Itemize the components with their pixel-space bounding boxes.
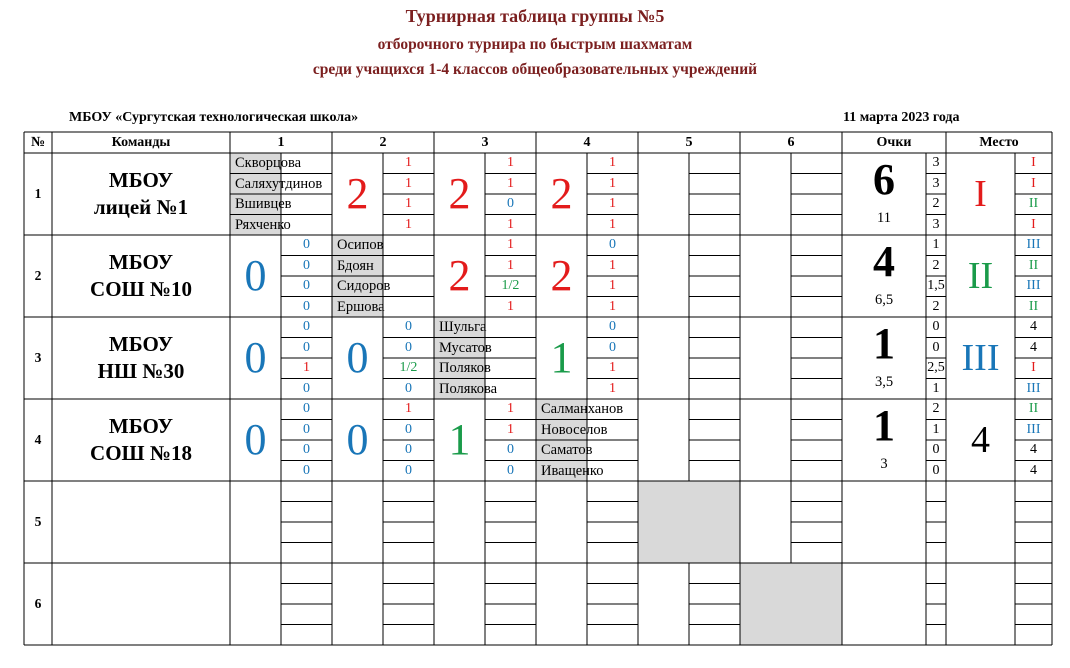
match-total: 0 <box>244 251 267 300</box>
board-result <box>587 604 638 625</box>
player-name: Бдоян <box>337 257 374 274</box>
board-result: 1/2 <box>399 360 418 376</box>
player-name: Саматов <box>541 442 593 458</box>
board-result: 0 <box>405 421 412 437</box>
board-result: 1/2 <box>501 278 520 294</box>
board-result <box>689 584 740 605</box>
board-result <box>383 625 434 646</box>
board-points: 1 <box>932 380 940 396</box>
board-result: 0 <box>303 442 310 458</box>
board-points <box>926 584 946 605</box>
board-result <box>485 604 536 625</box>
board-result <box>791 235 842 256</box>
board-result: 0 <box>303 237 310 253</box>
team-name-line1: МБОУ <box>108 250 174 275</box>
team-place <box>946 563 1015 645</box>
board-points <box>926 481 946 502</box>
board-result <box>689 215 740 236</box>
board-points <box>926 563 946 584</box>
player-name: Полякова <box>439 380 498 397</box>
board-result: 1 <box>507 421 514 437</box>
match-total: 0 <box>346 333 369 382</box>
team-name <box>52 235 230 317</box>
board-result <box>383 502 434 523</box>
board-result: 0 <box>609 319 616 335</box>
board-result <box>587 502 638 523</box>
board-points: 2 <box>932 196 940 212</box>
board-result <box>485 625 536 646</box>
board-points <box>926 625 946 646</box>
match-total <box>638 563 689 645</box>
match-total: 0 <box>244 415 267 464</box>
page-subtitle-2: среди учащихся 1-4 классов общеобразовательных учреждений <box>312 61 758 78</box>
board-place <box>1015 502 1052 523</box>
header-col-2: 2 <box>379 134 387 150</box>
page-title: Турнирная таблица группы №5 <box>405 6 665 26</box>
board-result <box>791 461 842 482</box>
board-points: 3 <box>932 216 940 232</box>
board-place: II <box>1028 196 1039 212</box>
board-result <box>791 153 842 174</box>
board-result <box>587 543 638 564</box>
board-result <box>689 256 740 277</box>
match-total: 0 <box>244 333 267 382</box>
board-result <box>485 543 536 564</box>
player-name: Иващенко <box>541 462 604 479</box>
header-num: № <box>30 134 46 150</box>
board-result <box>791 379 842 400</box>
board-place: II <box>1028 298 1039 314</box>
player-name: Вшивцев <box>235 196 292 212</box>
board-points: 0 <box>932 339 940 355</box>
board-place: 4 <box>1030 442 1037 458</box>
board-points: 3 <box>932 155 940 171</box>
team-name-line2: СОШ №10 <box>90 277 192 301</box>
player-name: Ряхченко <box>235 216 291 233</box>
board-result: 0 <box>405 339 412 355</box>
match-total <box>536 563 587 645</box>
match-total <box>740 235 791 317</box>
board-result: 1 <box>609 278 616 294</box>
board-result <box>383 522 434 543</box>
board-points <box>926 543 946 564</box>
board-result <box>689 194 740 215</box>
board-result <box>791 256 842 277</box>
team-name-line1: МБОУ <box>108 332 174 357</box>
board-result: 1 <box>507 155 514 171</box>
player-name: Шульга <box>439 319 487 335</box>
board-result: 0 <box>405 442 412 458</box>
board-place <box>1015 481 1052 502</box>
match-total <box>638 153 689 235</box>
board-points: 1,5 <box>927 278 945 294</box>
match-total: 2 <box>346 169 369 218</box>
board-result: 1 <box>609 216 616 232</box>
board-points: 0 <box>932 442 940 458</box>
team-name-line2: СОШ №18 <box>90 441 192 465</box>
tiebreak-score: 11 <box>877 209 891 226</box>
match-total <box>638 317 689 399</box>
board-result <box>689 399 740 420</box>
board-result <box>791 522 842 543</box>
board-result: 0 <box>405 380 412 396</box>
board-result <box>689 174 740 195</box>
team-name <box>52 317 230 399</box>
match-total: 0 <box>346 415 369 464</box>
tiebreak-score <box>842 533 926 559</box>
match-total <box>638 399 689 481</box>
board-result <box>791 338 842 359</box>
match-total <box>230 481 281 563</box>
board-result: 1 <box>609 257 616 273</box>
match-total <box>740 481 791 563</box>
board-result <box>689 461 740 482</box>
board-points: 2,5 <box>927 360 945 376</box>
board-result <box>281 604 332 625</box>
match-total: 2 <box>550 169 573 218</box>
team-points <box>842 565 926 615</box>
match-total <box>536 481 587 563</box>
board-result <box>485 584 536 605</box>
board-result <box>791 358 842 379</box>
board-result: 1 <box>507 298 514 314</box>
row-number: 1 <box>34 186 42 202</box>
board-result <box>281 584 332 605</box>
board-result <box>281 481 332 502</box>
board-result: 0 <box>303 278 310 294</box>
board-place: II <box>1028 401 1039 417</box>
board-result <box>587 481 638 502</box>
board-place: I <box>1031 216 1036 232</box>
player-name: Салманханов <box>541 401 624 417</box>
player-name: Новоселов <box>541 421 608 438</box>
board-points <box>926 502 946 523</box>
header-col-6: 6 <box>787 134 795 150</box>
row-number: 2 <box>34 268 42 284</box>
board-result <box>689 625 740 646</box>
team-name <box>52 153 230 235</box>
match-total <box>332 481 383 563</box>
header-teams: Команды <box>111 134 171 150</box>
board-result <box>383 481 434 502</box>
board-result: 0 <box>303 298 310 314</box>
board-place: 4 <box>1030 462 1037 478</box>
board-place: III <box>1026 380 1041 396</box>
header-col-4: 4 <box>583 134 591 150</box>
team-name-line1: МБОУ <box>108 414 174 439</box>
board-result <box>689 440 740 461</box>
board-result <box>791 481 842 502</box>
player-name: Саляхутдинов <box>235 175 323 192</box>
board-result: 0 <box>609 339 616 355</box>
board-result <box>281 502 332 523</box>
board-result <box>689 379 740 400</box>
board-result <box>689 153 740 174</box>
player-name: Мусатов <box>439 339 492 356</box>
board-result: 0 <box>303 339 310 355</box>
header-place: Место <box>979 134 1019 150</box>
team-place: II <box>967 255 994 297</box>
board-result: 0 <box>507 462 514 478</box>
board-place: I <box>1031 155 1036 171</box>
board-result <box>689 235 740 256</box>
team-name <box>52 399 230 481</box>
board-result: 0 <box>507 196 514 212</box>
team-points: 1 <box>873 401 895 450</box>
board-result <box>383 604 434 625</box>
board-result <box>485 481 536 502</box>
diagonal-fill-5 <box>638 481 740 563</box>
team-points <box>842 483 926 533</box>
board-result: 0 <box>303 319 310 335</box>
match-total <box>740 317 791 399</box>
board-result: 1 <box>507 401 514 417</box>
board-result <box>587 522 638 543</box>
board-result: 1 <box>507 175 514 191</box>
team-points: 1 <box>873 319 895 368</box>
page-subtitle-1: отборочного турнира по быстрым шахматам <box>377 36 693 53</box>
board-result <box>791 543 842 564</box>
team-place <box>946 481 1015 563</box>
player-name: Сидоров <box>337 278 391 294</box>
row-number: 4 <box>34 432 42 448</box>
team-points: 6 <box>873 155 895 204</box>
board-points: 1 <box>932 237 940 253</box>
tiebreak-score: 3 <box>880 455 888 472</box>
board-place <box>1015 625 1052 646</box>
board-result: 1 <box>405 155 412 171</box>
match-total <box>434 481 485 563</box>
board-result <box>689 338 740 359</box>
team-name-line2: лицей №1 <box>93 195 189 219</box>
team-place: I <box>974 173 987 215</box>
board-points: 0 <box>932 462 940 478</box>
board-result <box>587 625 638 646</box>
board-result: 1 <box>609 360 616 376</box>
match-total <box>230 563 281 645</box>
header-col-5: 5 <box>685 134 693 150</box>
board-result <box>791 399 842 420</box>
row-number: 5 <box>34 514 42 530</box>
player-name: Скворцова <box>235 155 302 171</box>
board-points: 2 <box>932 401 940 417</box>
board-result: 0 <box>303 380 310 396</box>
match-total <box>332 563 383 645</box>
board-result <box>689 297 740 318</box>
board-place: I <box>1031 360 1036 376</box>
header-points: Очки <box>876 134 912 150</box>
board-points: 0 <box>932 319 940 335</box>
board-result <box>587 584 638 605</box>
tiebreak-score <box>842 615 926 641</box>
board-result: 1 <box>507 257 514 273</box>
board-points <box>926 522 946 543</box>
board-result: 1 <box>609 380 616 396</box>
board-result <box>791 194 842 215</box>
board-result <box>281 563 332 584</box>
row-number: 3 <box>34 350 42 366</box>
board-place: III <box>1026 237 1041 253</box>
board-result: 1 <box>609 155 616 171</box>
board-result: 1 <box>405 196 412 212</box>
match-total: 2 <box>448 169 471 218</box>
board-result: 0 <box>303 462 310 478</box>
board-result <box>383 563 434 584</box>
team-place: III <box>961 337 1000 379</box>
board-result: 1 <box>405 401 412 417</box>
board-result: 1 <box>609 196 616 212</box>
board-result: 1 <box>303 360 310 376</box>
board-result: 0 <box>303 401 310 417</box>
board-place <box>1015 604 1052 625</box>
board-result <box>485 563 536 584</box>
board-result <box>281 522 332 543</box>
team-name <box>52 563 230 645</box>
board-points: 1 <box>932 421 940 437</box>
board-points <box>926 604 946 625</box>
match-total: 1 <box>550 333 573 382</box>
board-result: 0 <box>609 237 616 253</box>
player-name: Ершова <box>337 298 385 315</box>
board-result <box>689 358 740 379</box>
board-result: 1 <box>405 216 412 232</box>
header-col-1: 1 <box>277 134 285 150</box>
board-result <box>281 625 332 646</box>
board-result <box>791 420 842 441</box>
team-points: 4 <box>873 237 895 286</box>
board-result: 0 <box>405 319 412 335</box>
board-place: 4 <box>1030 319 1037 335</box>
board-place: I <box>1031 175 1036 191</box>
board-result <box>689 604 740 625</box>
board-result <box>689 420 740 441</box>
board-points: 2 <box>932 298 940 314</box>
board-place: II <box>1028 257 1039 273</box>
board-place: III <box>1026 278 1041 294</box>
board-result: 1 <box>609 298 616 314</box>
player-name: Осипов <box>337 237 384 253</box>
board-result: 0 <box>303 257 310 273</box>
board-result <box>689 563 740 584</box>
board-result <box>791 174 842 195</box>
board-result <box>791 440 842 461</box>
board-result <box>791 502 842 523</box>
tiebreak-score: 6,5 <box>874 291 894 308</box>
board-result: 0 <box>303 421 310 437</box>
school-name: МБОУ «Сургутская технологическая школа» <box>69 110 359 125</box>
board-place <box>1015 522 1052 543</box>
team-place: 4 <box>971 419 990 461</box>
match-total <box>740 399 791 481</box>
match-total <box>740 153 791 235</box>
board-result: 1 <box>507 237 514 253</box>
board-result <box>281 543 332 564</box>
board-result: 1 <box>507 216 514 232</box>
board-points: 2 <box>932 257 940 273</box>
board-place <box>1015 543 1052 564</box>
board-place <box>1015 584 1052 605</box>
tiebreak-score: 3,5 <box>874 373 894 390</box>
board-result <box>689 276 740 297</box>
board-result <box>791 215 842 236</box>
board-result <box>791 297 842 318</box>
board-result <box>791 317 842 338</box>
board-place: 4 <box>1030 339 1037 355</box>
board-result <box>791 276 842 297</box>
board-result <box>485 522 536 543</box>
board-result <box>485 502 536 523</box>
diagonal-fill-6 <box>740 563 842 645</box>
board-result: 1 <box>609 175 616 191</box>
row-number: 6 <box>34 596 42 612</box>
player-name: Поляков <box>439 360 491 376</box>
team-name <box>52 481 230 563</box>
event-date: 11 марта 2023 года <box>843 110 960 125</box>
team-name-line2: НШ №30 <box>97 359 185 383</box>
board-place <box>1015 563 1052 584</box>
board-points: 3 <box>932 175 940 191</box>
team-name-line1: МБОУ <box>108 168 174 193</box>
board-result: 0 <box>507 442 514 458</box>
board-result <box>383 584 434 605</box>
header-col-3: 3 <box>481 134 489 150</box>
match-total <box>638 235 689 317</box>
match-total: 1 <box>448 415 471 464</box>
match-total <box>434 563 485 645</box>
match-total: 2 <box>550 251 573 300</box>
board-result: 1 <box>405 175 412 191</box>
board-place: III <box>1026 421 1041 437</box>
board-result <box>587 563 638 584</box>
board-result <box>689 317 740 338</box>
board-result <box>383 543 434 564</box>
match-total: 2 <box>448 251 471 300</box>
board-result: 0 <box>405 462 412 478</box>
